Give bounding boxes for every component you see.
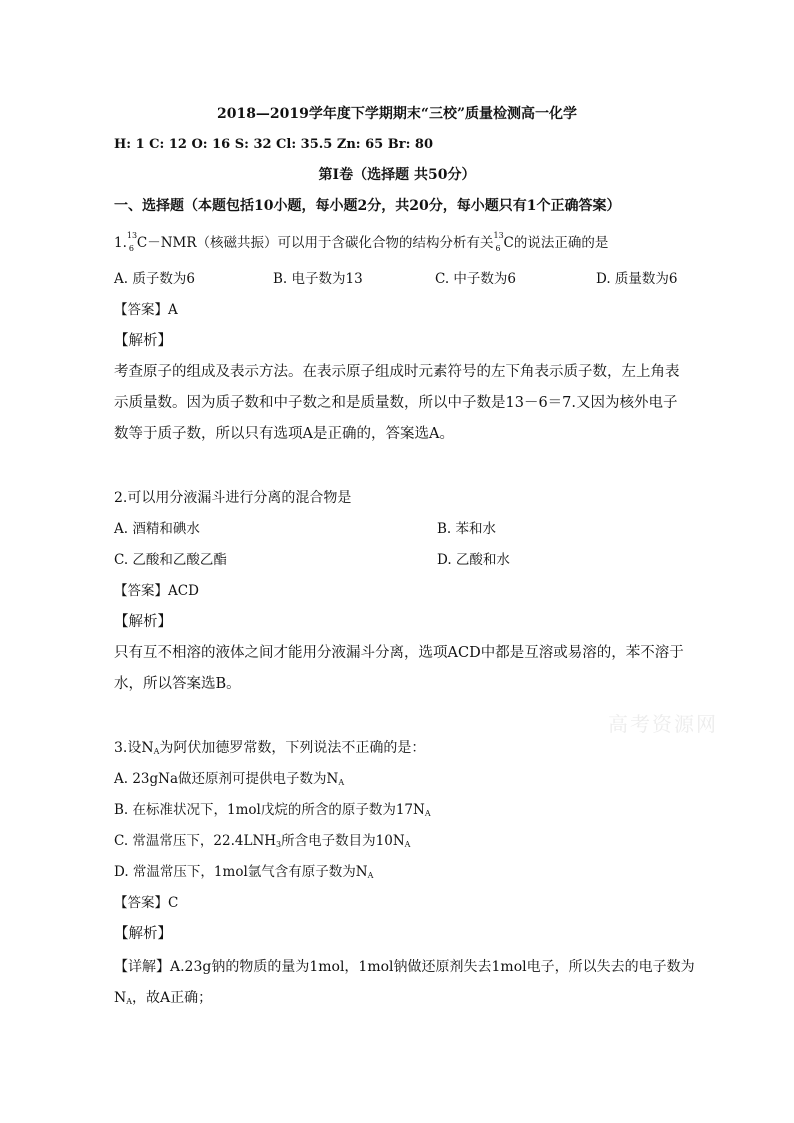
q3-detail-line1: 【详解】A.23g钠的物质的量为1mol，1mol钠做还原剂失去1mol电子，所以失去的电子数为 — [114, 959, 695, 975]
q2-option-c: C. 乙酸和乙酸乙酯 — [114, 552, 227, 568]
atomic-masses: H: 1 C: 12 O: 16 S: 32 Cl: 35.5 Zn: 65 Br: 80 — [114, 137, 433, 152]
q2-answer: 【答案】ACD — [114, 583, 199, 599]
q1-analysis: 考查原子的组成及表示方法。在表示原子组成时元素符号的左下角表示质子数，左上角表示质量数。因为质子数和中子数之和是质量数，所以中子数是13－6＝7.又因为核外电子数等于质子数，所以只有选项A是正确的，答案选A。 — [114, 364, 680, 442]
q1-stem: 1. 13 6 C－NMR（核磁共振）可以用于含碳化合物的结构分析有关 13 6 C的说法正确的是 — [114, 231, 609, 253]
q3-option-d: D. 常温常压下，1mol氩气含有原子数为$N_A$ — [114, 864, 374, 880]
q1-option-c: C. 中子数为6 — [435, 271, 517, 287]
q3-analysis-label: 【解析】 — [114, 926, 172, 942]
q3-detail-line2: $N_A$，故A正确； — [114, 990, 213, 1006]
q1-analysis-label: 【解析】 — [114, 333, 172, 349]
q1-option-b: B. 电子数为13 — [273, 271, 363, 287]
q3-option-b: B. 在标准状况下，1mol戊烷的所含的原子数为$17N_A$ — [114, 802, 431, 818]
isotope-notation: 13 6 — [126, 231, 138, 253]
q2-analysis: 只有互不相溶的液体之间才能用分液漏斗分离，选项ACD中都是互溶或易溶的，苯不溶于水，所以答案选B。 — [114, 645, 684, 692]
watermark: 高考资源网 — [608, 712, 718, 736]
q2-option-a: A. 酒精和碘水 — [114, 521, 200, 537]
section-heading: 一、选择题（本题包括10小题，每小题2分，共20分，每小题只有1个正确答案） — [114, 198, 621, 214]
q1-number: 1. — [114, 235, 127, 251]
q2-stem: 2.可以用分液漏斗进行分离的混合物是 — [114, 490, 352, 506]
q3-stem: 3.设$N_A$为阿伏加德罗常数，下列说法不正确的是： — [114, 740, 426, 756]
isotope-notation: 13 6 — [493, 231, 504, 253]
q1-answer: 【答案】A — [114, 302, 178, 318]
q2-analysis-label: 【解析】 — [114, 614, 172, 630]
q3-answer: 【答案】C — [114, 895, 179, 911]
q1-option-a: A. 质子数为6 — [114, 271, 195, 287]
q2-option-b: B. 苯和水 — [437, 521, 497, 537]
q1-option-d: D. 质量数为6 — [596, 271, 678, 287]
exam-title: 2018—2019学年度下学期期末“三校”质量检测高一化学 — [216, 106, 578, 122]
q3-option-c: C. 常温常压下，$22.4LNH_3$所含电子数目为$10N_A$ — [114, 833, 411, 849]
q3-option-a: A. 23gNa做还原剂可提供电子数为$N_A$ — [114, 771, 345, 787]
q2-option-d: D. 乙酸和水 — [437, 552, 510, 568]
volume-heading: 第Ⅰ卷（选择题 共50分） — [318, 167, 476, 183]
